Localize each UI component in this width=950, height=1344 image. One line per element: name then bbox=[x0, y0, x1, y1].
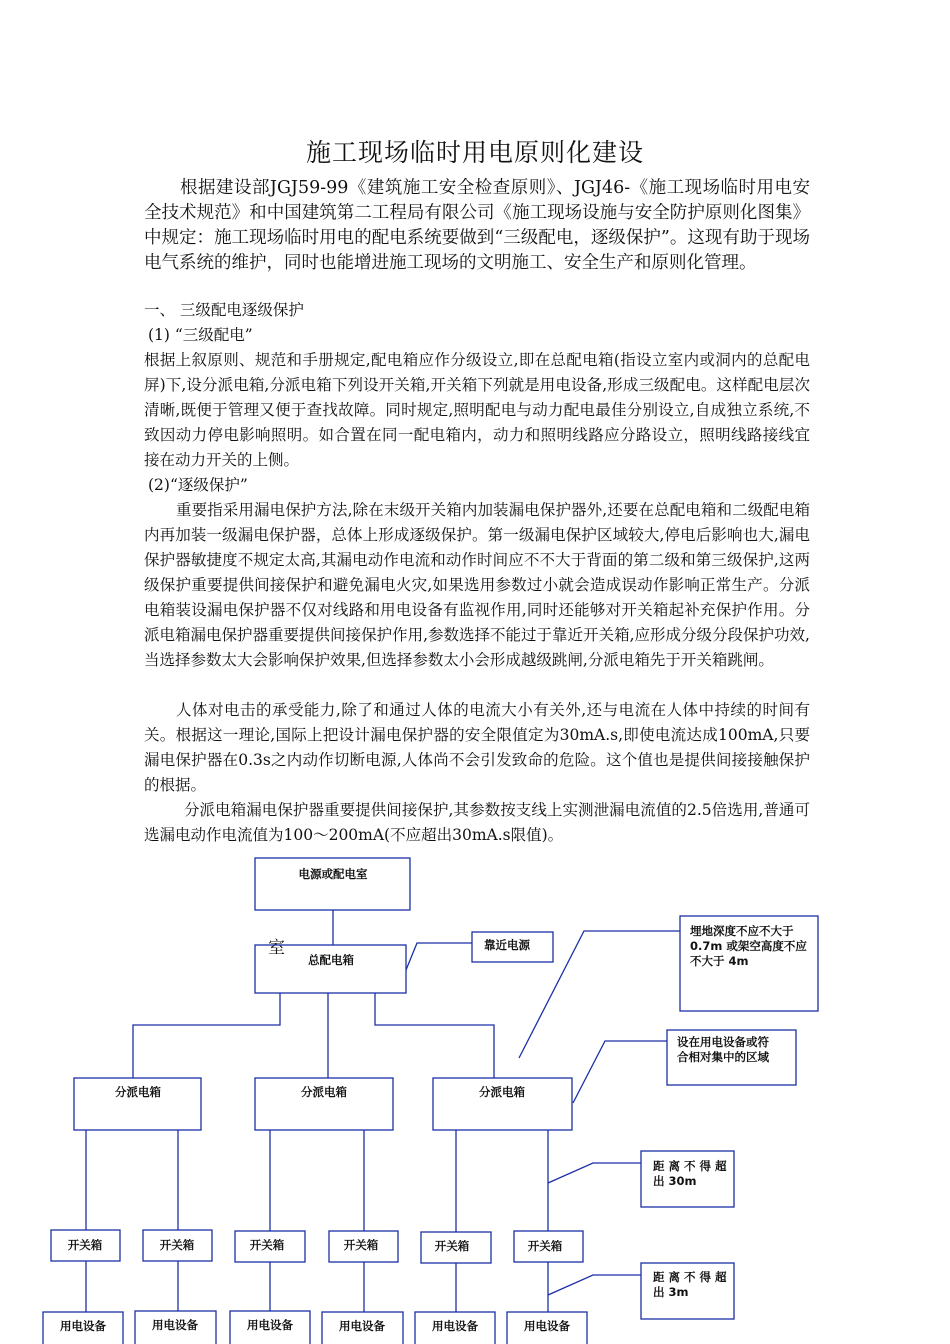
stray-char: 室 bbox=[268, 938, 285, 958]
note-area-line-2: 合相对集中的区域 bbox=[677, 1050, 769, 1064]
subheading-three-level: (1) “三级配电” bbox=[148, 326, 253, 344]
paragraph-human-body: 人体对电击的承受能力,除了和通过人体的电流大小有关外,还与电流在人体中持续的时间有关。根据这一理论,国际上把设计漏电保护器的安全限值定为30mA.s,即使电流达成100mA,只要漏电保护器在0.3s之内动作切断电源,人体尚不会引发致命的危险。这个值也是提供间接接触保护的根据。 bbox=[144, 701, 810, 794]
switch-box-label: 开关箱 bbox=[434, 1239, 470, 1253]
power-room-box bbox=[255, 858, 410, 910]
note-30m-line-2: 出 30m bbox=[653, 1174, 697, 1188]
connector-line bbox=[548, 1163, 641, 1183]
note-buried-line-3: 不大于 4m bbox=[690, 954, 749, 968]
power-room-label: 电源或配电室 bbox=[298, 867, 368, 881]
dist-box-label: 分派电箱 bbox=[301, 1085, 347, 1099]
switch-box-label: 开关箱 bbox=[67, 1238, 103, 1252]
connector-line bbox=[133, 993, 280, 1078]
near-source-label: 靠近电源 bbox=[484, 938, 530, 952]
intro-paragraph: 根据建设部JGJ59-99《建筑施工安全检查原则》、JGJ46-《施工现场临时用电安全技术规范》和中国建筑第二工程局有限公司《施工现场设施与安全防护原则化图集》中规定：施工现场临时用电的配电系统要做到“三级配电，逐级保护”。这现有助于现场电气系统的维护，同时也能增进施工现场的文明施工、安全生产和原则化管理。 bbox=[144, 178, 810, 273]
equipment-label: 用电设备 bbox=[60, 1319, 106, 1333]
equipment-label: 用电设备 bbox=[247, 1318, 293, 1332]
connector-line bbox=[375, 993, 494, 1078]
switch-box-label: 开关箱 bbox=[249, 1238, 285, 1252]
equipment-label: 用电设备 bbox=[432, 1319, 478, 1333]
dist-box-label: 分派电箱 bbox=[115, 1085, 161, 1099]
connector-line bbox=[406, 943, 472, 970]
paragraph-level-protection: 重要指采用漏电保护方法,除在末级开关箱内加装漏电保护器外,还要在总配电箱和二级配电箱内再加装一级漏电保护器，总体上形成逐级保护。第一级漏电保护区域较大,停电后影响也大,漏电保护器敏捷度不规定太高,其漏电动作电流和动作时间应不不大于背面的第二级和第三级保护,这两级保护重要提供间接保护和避免漏电火灾,如果选用参数过小就会造成误动作影响正常生产。分派电箱装设漏电保护器不仅对线路和用电设备有监视作用,同时还能够对开关箱起补充保护作用。分派电箱漏电保护器重要提供间接保护作用,参数选择不能过于靠近开关箱,应形成分级分段保护功效,当选择参数太大会影响保护效果,但选择参数太小会形成越级跳闸,分派电箱先于开关箱跳闸。 bbox=[144, 501, 810, 669]
equipment-label: 用电设备 bbox=[524, 1319, 570, 1333]
subheading-level-protection: (2)“逐级保护” bbox=[148, 476, 248, 494]
note-30m-line-1: 距 离 不 得 超 bbox=[653, 1159, 727, 1173]
note-buried-line-2: 0.7m 或架空高度不应 bbox=[690, 939, 807, 953]
switch-box-label: 开关箱 bbox=[159, 1238, 195, 1252]
connector-line bbox=[548, 1275, 641, 1295]
paragraph-dist-protector: 分派电箱漏电保护器重要提供间接保护,其参数按支线上实测泄漏电流值的2.5倍选用,普通可选漏电动作电流值为100～200mA(不应超出30mA.s限值)。 bbox=[144, 801, 810, 844]
connector-line bbox=[519, 931, 680, 1058]
connector-line bbox=[573, 1041, 667, 1103]
section-heading: 一、 三级配电逐级保护 bbox=[144, 301, 304, 319]
main-box-label: 总配电箱 bbox=[308, 953, 354, 967]
document-title: 施工现场临时用电原则化建设 bbox=[305, 138, 644, 167]
equipment-label: 用电设备 bbox=[152, 1318, 198, 1332]
note-3m-line-1: 距 离 不 得 超 bbox=[653, 1270, 727, 1284]
switch-box-label: 开关箱 bbox=[343, 1238, 379, 1252]
dist-box-label: 分派电箱 bbox=[479, 1085, 525, 1099]
switch-box-label: 开关箱 bbox=[527, 1239, 563, 1253]
paragraph-three-level: 根据上叙原则、规范和手册规定,配电箱应作分级设立,即在总配电箱(指设立室内或洞内的总配电屏)下,设分派电箱,分派电箱下列设开关箱,开关箱下列就是用电设备,形成三级配电。这样配电层次清晰,既便于管理又便于查找故障。同时规定,照明配电与动力配电最佳分别设立,自成独立系统,不致因动力停电影响照明。如合置在同一配电箱内，动力和照明线路应分路设立，照明线路接线宜接在动力开关的上侧。 bbox=[144, 351, 810, 469]
note-area-line-1: 设在用电设备或符 bbox=[677, 1035, 769, 1049]
note-buried-line-1: 埋地深度不应不大于 bbox=[690, 924, 794, 938]
equipment-label: 用电设备 bbox=[339, 1319, 385, 1333]
note-3m-line-2: 出 3m bbox=[653, 1285, 689, 1299]
